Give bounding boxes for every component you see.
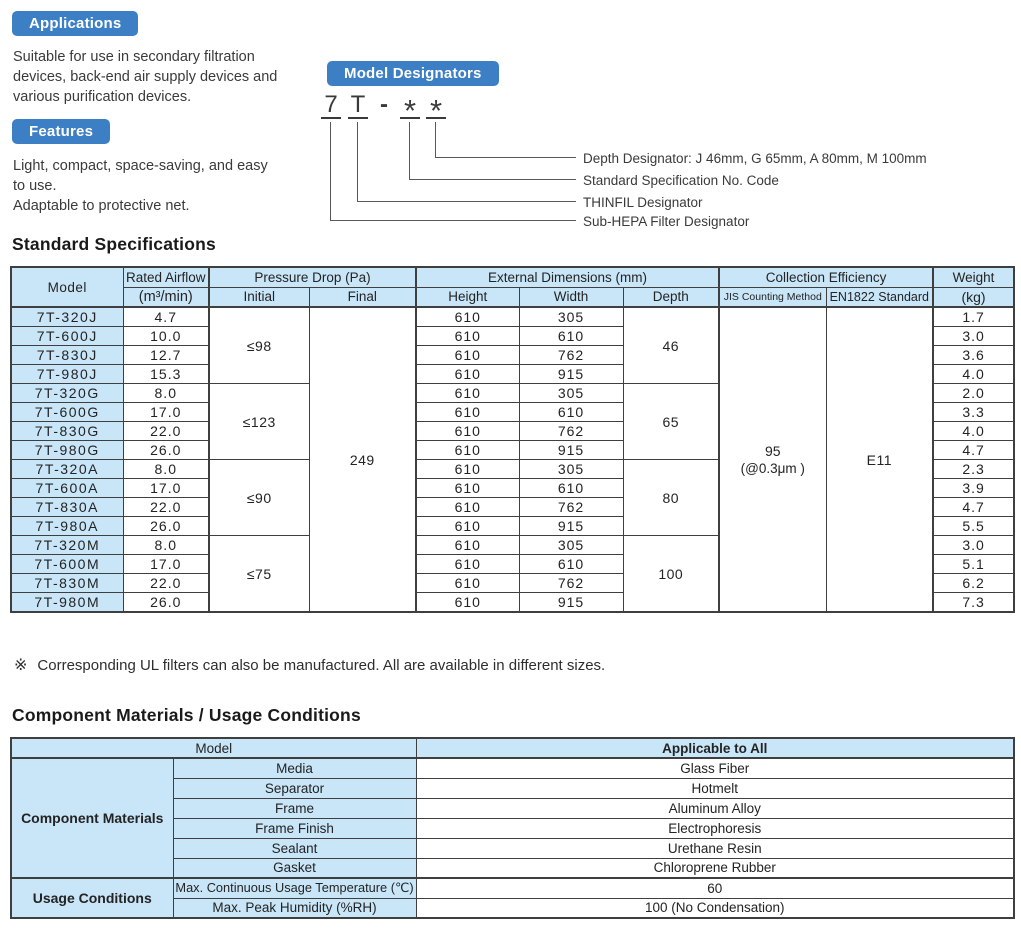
height-cell: 610 xyxy=(416,460,519,479)
airflow-cell: 4.7 xyxy=(123,307,209,327)
designator-label-subhepa: Sub-HEPA Filter Designator xyxy=(583,214,750,229)
property-value-cell: 100 (No Condensation) xyxy=(416,898,1014,918)
section-label-cell: Component Materials xyxy=(11,758,173,878)
applications-line: various purification devices. xyxy=(13,89,192,105)
jis-particle-size: (@0.3μm ) xyxy=(740,460,805,476)
code-char-star2: * xyxy=(426,92,446,119)
property-value-cell: Chloroprene Rubber xyxy=(416,858,1014,878)
airflow-cell: 22.0 xyxy=(123,498,209,517)
height-cell: 610 xyxy=(416,498,519,517)
code-char-dash: - xyxy=(380,91,388,118)
features-text xyxy=(13,156,268,216)
model-designators-badge: Model Designators xyxy=(327,61,499,86)
spec-table xyxy=(10,266,1015,613)
weight-cell: 4.0 xyxy=(933,422,1014,441)
weight-cell: 3.6 xyxy=(933,346,1014,365)
width-cell: 762 xyxy=(519,422,623,441)
height-cell: 610 xyxy=(416,479,519,498)
col-header-en1822: EN1822 Standard xyxy=(826,287,933,307)
weight-cell: 5.5 xyxy=(933,517,1014,536)
weight-cell: 3.0 xyxy=(933,536,1014,555)
width-cell: 305 xyxy=(519,460,623,479)
airflow-cell: 26.0 xyxy=(123,441,209,460)
col-header-model: Model xyxy=(11,267,123,307)
width-cell: 610 xyxy=(519,555,623,574)
model-cell: 7T-320J xyxy=(11,307,123,327)
col-header-weight: Weight xyxy=(933,267,1014,287)
property-value-cell: Urethane Resin xyxy=(416,838,1014,858)
col-header-pressure-drop: Pressure Drop (Pa) xyxy=(209,267,416,287)
airflow-cell: 22.0 xyxy=(123,574,209,593)
features-line: Light, compact, space-saving, and easy xyxy=(13,158,268,174)
weight-cell: 6.2 xyxy=(933,574,1014,593)
features-line: Adaptable to protective net. xyxy=(13,198,190,214)
weight-cell: 5.1 xyxy=(933,555,1014,574)
col-header-weight-unit: (kg) xyxy=(933,287,1014,307)
weight-cell: 2.3 xyxy=(933,460,1014,479)
width-cell: 305 xyxy=(519,307,623,327)
applications-badge: Applications xyxy=(12,11,138,36)
width-cell: 762 xyxy=(519,574,623,593)
section-label-cell: Usage Conditions xyxy=(11,878,173,918)
airflow-cell: 17.0 xyxy=(123,479,209,498)
depth-cell: 65 xyxy=(623,384,719,460)
airflow-cell: 12.7 xyxy=(123,346,209,365)
property-name-cell: Media xyxy=(173,758,416,778)
model-cell: 7T-830M xyxy=(11,574,123,593)
model-cell: 7T-320M xyxy=(11,536,123,555)
width-cell: 915 xyxy=(519,441,623,460)
weight-cell: 1.7 xyxy=(933,307,1014,327)
applications-text xyxy=(13,47,277,107)
model-cell: 7T-320G xyxy=(11,384,123,403)
spec-heading: Standard Specifications xyxy=(12,234,216,254)
property-value-cell: Hotmelt xyxy=(416,778,1014,798)
height-cell: 610 xyxy=(416,593,519,613)
depth-cell: 46 xyxy=(623,307,719,384)
designator-label-spec-code: Standard Specification No. Code xyxy=(583,173,779,188)
weight-cell: 4.7 xyxy=(933,498,1014,517)
model-cell: 7T-830J xyxy=(11,346,123,365)
property-value-cell: Electrophoresis xyxy=(416,818,1014,838)
col-header-airflow-unit: (m³/min) xyxy=(123,287,209,307)
applications-line: Suitable for use in secondary filtration xyxy=(13,49,255,65)
property-name-cell: Frame Finish xyxy=(173,818,416,838)
weight-cell: 3.3 xyxy=(933,403,1014,422)
col-header-height: Height xyxy=(416,287,519,307)
property-value-cell: Glass Fiber xyxy=(416,758,1014,778)
airflow-cell: 26.0 xyxy=(123,517,209,536)
applications-line: devices, back-end air supply devices and xyxy=(13,69,278,85)
property-name-cell: Separator xyxy=(173,778,416,798)
code-char-t: T xyxy=(348,92,368,119)
col-header-depth: Depth xyxy=(623,287,719,307)
property-name-cell: Max. Peak Humidity (%RH) xyxy=(173,898,416,918)
model-cell: 7T-980A xyxy=(11,517,123,536)
height-cell: 610 xyxy=(416,574,519,593)
features-line: to use. xyxy=(13,178,57,194)
col-header-width: Width xyxy=(519,287,623,307)
reference-mark: ※ xyxy=(14,657,28,674)
height-cell: 610 xyxy=(416,346,519,365)
spec-table-row xyxy=(11,307,1014,327)
property-name-cell: Frame xyxy=(173,798,416,818)
height-cell: 610 xyxy=(416,403,519,422)
height-cell: 610 xyxy=(416,384,519,403)
depth-cell: 80 xyxy=(623,460,719,536)
width-cell: 305 xyxy=(519,536,623,555)
initial-pressure-cell: ≤75 xyxy=(209,536,309,613)
height-cell: 610 xyxy=(416,327,519,346)
airflow-cell: 26.0 xyxy=(123,593,209,613)
code-char-star1: * xyxy=(400,92,420,119)
mat-header-applicable: Applicable to All xyxy=(416,738,1014,758)
model-cell: 7T-830A xyxy=(11,498,123,517)
col-header-final: Final xyxy=(309,287,416,307)
designator-label-thinfil: THINFIL Designator xyxy=(583,195,703,210)
width-cell: 762 xyxy=(519,346,623,365)
jis-efficiency-cell xyxy=(719,307,826,612)
airflow-cell: 15.3 xyxy=(123,365,209,384)
col-header-rated-airflow: Rated Airflow xyxy=(123,267,209,287)
height-cell: 610 xyxy=(416,441,519,460)
model-cell: 7T-600A xyxy=(11,479,123,498)
property-value-cell: Aluminum Alloy xyxy=(416,798,1014,818)
materials-table-row xyxy=(11,878,1014,898)
width-cell: 610 xyxy=(519,403,623,422)
col-header-external-dimensions: External Dimensions (mm) xyxy=(416,267,719,287)
model-cell: 7T-600J xyxy=(11,327,123,346)
footnote-text: Corresponding UL filters can also be manufactured. All are available in different sizes. xyxy=(37,657,606,674)
depth-cell: 100 xyxy=(623,536,719,613)
weight-cell: 3.0 xyxy=(933,327,1014,346)
initial-pressure-cell: ≤90 xyxy=(209,460,309,536)
property-value-cell: 60 xyxy=(416,878,1014,898)
initial-pressure-cell: ≤123 xyxy=(209,384,309,460)
jis-value: 95 xyxy=(765,442,781,459)
col-header-jis: JIS Counting Method xyxy=(719,287,826,307)
footnote xyxy=(14,655,605,675)
width-cell: 610 xyxy=(519,327,623,346)
model-cell: 7T-980G xyxy=(11,441,123,460)
weight-cell: 3.9 xyxy=(933,479,1014,498)
col-header-collection-efficiency: Collection Efficiency xyxy=(719,267,933,287)
airflow-cell: 17.0 xyxy=(123,555,209,574)
weight-cell: 2.0 xyxy=(933,384,1014,403)
airflow-cell: 8.0 xyxy=(123,384,209,403)
model-cell: 7T-980J xyxy=(11,365,123,384)
airflow-cell: 8.0 xyxy=(123,536,209,555)
width-cell: 305 xyxy=(519,384,623,403)
weight-cell: 4.0 xyxy=(933,365,1014,384)
model-cell: 7T-600M xyxy=(11,555,123,574)
materials-heading: Component Materials / Usage Conditions xyxy=(12,705,361,725)
model-cell: 7T-600G xyxy=(11,403,123,422)
model-cell: 7T-830G xyxy=(11,422,123,441)
designator-label-depth: Depth Designator: J 46mm, G 65mm, A 80mm, M 100mm xyxy=(583,151,927,166)
materials-table-row xyxy=(11,758,1014,778)
weight-cell: 7.3 xyxy=(933,593,1014,613)
airflow-cell: 22.0 xyxy=(123,422,209,441)
connector-line xyxy=(435,122,576,158)
width-cell: 915 xyxy=(519,593,623,613)
col-header-initial: Initial xyxy=(209,287,309,307)
height-cell: 610 xyxy=(416,422,519,441)
mat-header-model: Model xyxy=(11,738,416,758)
en1822-value-cell: E11 xyxy=(826,307,933,612)
height-cell: 610 xyxy=(416,536,519,555)
width-cell: 610 xyxy=(519,479,623,498)
width-cell: 915 xyxy=(519,365,623,384)
final-pressure-cell: 249 xyxy=(309,307,416,612)
property-name-cell: Max. Continuous Usage Temperature (℃) xyxy=(173,878,416,898)
property-name-cell: Sealant xyxy=(173,838,416,858)
airflow-cell: 8.0 xyxy=(123,460,209,479)
width-cell: 762 xyxy=(519,498,623,517)
initial-pressure-cell: ≤98 xyxy=(209,307,309,384)
materials-table xyxy=(10,737,1015,919)
airflow-cell: 17.0 xyxy=(123,403,209,422)
code-char-7: 7 xyxy=(321,92,341,119)
height-cell: 610 xyxy=(416,307,519,327)
width-cell: 915 xyxy=(519,517,623,536)
height-cell: 610 xyxy=(416,365,519,384)
features-badge: Features xyxy=(12,119,110,144)
model-cell: 7T-320A xyxy=(11,460,123,479)
height-cell: 610 xyxy=(416,555,519,574)
model-cell: 7T-980M xyxy=(11,593,123,613)
property-name-cell: Gasket xyxy=(173,858,416,878)
airflow-cell: 10.0 xyxy=(123,327,209,346)
weight-cell: 4.7 xyxy=(933,441,1014,460)
height-cell: 610 xyxy=(416,517,519,536)
